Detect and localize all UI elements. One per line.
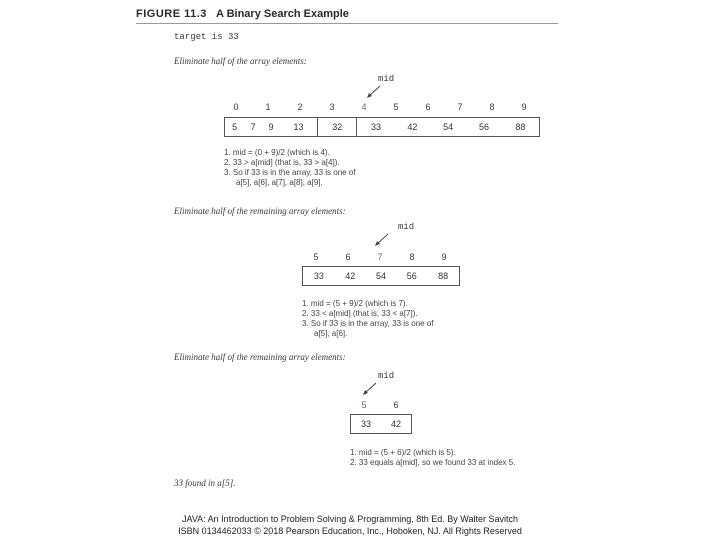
step-line: 1. mid = (0 + 9)/2 (which is 4). [224, 148, 330, 157]
array-cell: 9 [262, 118, 280, 137]
index-label: 9 [441, 252, 447, 262]
step-line: 2. 33 equals a[mid], so we found 33 at index 5. [350, 458, 516, 467]
array-cell: 54 [430, 118, 466, 137]
section-1-mid-label: mid [378, 74, 395, 84]
step-line: 3. So if 33 is in the array, 33 is one of [302, 319, 434, 328]
array-cell: 33 [303, 267, 335, 286]
section-2-array [302, 266, 460, 286]
step-line: 1. mid = (5 + 6)/2 (which is 5). [350, 448, 456, 457]
section-3-mid-label: mid [378, 371, 395, 381]
section-2-mid-arrow [372, 232, 392, 248]
figure-header [136, 6, 558, 24]
section-3-heading: Eliminate half of the remaining array elements: [174, 352, 346, 362]
section-3-steps [350, 448, 515, 468]
array-cell: 33 [357, 118, 395, 137]
section-3-mid-arrow [360, 381, 380, 397]
step-line: 2. 33 < a[mid] (that is, 33 < a[7]). [302, 309, 418, 318]
index-label: 5 [313, 252, 319, 262]
array-cell: 32 [318, 118, 357, 137]
figure-title: A Binary Search Example [216, 8, 349, 20]
index-label: 6 [345, 252, 351, 262]
step-line: a[5], a[6], a[7], a[8], a[9]. [236, 178, 323, 187]
section-1-indices [220, 102, 540, 114]
index-label: 9 [521, 102, 527, 112]
index-label: 0 [233, 102, 239, 112]
step-line: 3. So if 33 is in the array, 33 is one of [224, 168, 356, 177]
index-label: 2 [297, 102, 303, 112]
section-3-array [350, 414, 412, 434]
array-cell: 42 [381, 415, 412, 434]
array-cell: 33 [351, 415, 382, 434]
index-label: 8 [489, 102, 495, 112]
step-line: 2. 33 > a[mid] (that is, 33 > a[4]). [224, 158, 340, 167]
result-line: 33 found in a[5]. [174, 478, 236, 488]
array-cell: 56 [396, 267, 427, 286]
index-label: 7 [457, 102, 463, 112]
section-1-mid-arrow [364, 84, 384, 100]
index-label: 7 [377, 252, 383, 262]
index-label: 6 [425, 102, 431, 112]
section-2-steps [302, 299, 433, 339]
figure-number: FIGURE 11.3 [136, 8, 207, 20]
step-line: a[5], a[6]. [314, 329, 348, 338]
footer-line-1: JAVA: An Introduction to Problem Solving & Programming, 8th Ed. By Walter Savitch [182, 514, 518, 524]
index-label: 5 [393, 102, 399, 112]
array-cell: 5 [225, 118, 245, 137]
index-label: 6 [393, 400, 399, 410]
array-cell: 13 [280, 118, 318, 137]
index-label: 3 [329, 102, 335, 112]
section-1-heading: Eliminate half of the array elements: [174, 56, 307, 66]
section-2-indices [300, 252, 460, 264]
section-3-indices [348, 400, 412, 412]
array-cell: 88 [427, 267, 459, 286]
array-cell: 42 [395, 118, 431, 137]
array-cell: 42 [335, 267, 366, 286]
section-2-mid-label: mid [398, 222, 415, 232]
index-label: 8 [409, 252, 415, 262]
array-cell: 7 [244, 118, 262, 137]
target-line: target is 33 [174, 32, 239, 42]
section-1-array [224, 117, 540, 137]
section-2-heading: Eliminate half of the remaining array elements: [174, 206, 346, 216]
array-cell: 88 [502, 118, 540, 137]
array-cell: 56 [466, 118, 502, 137]
step-line: 1. mid = (5 + 9)/2 (which is 7). [302, 299, 408, 308]
section-1-steps [224, 148, 355, 188]
index-label: 5 [361, 400, 367, 410]
index-label: 4 [361, 102, 367, 112]
index-label: 1 [265, 102, 271, 112]
array-cell: 54 [366, 267, 397, 286]
footer-line-2: ISBN 0134462033 © 2018 Pearson Education, Inc., Hoboken, NJ. All Rights Reserved [178, 526, 522, 536]
